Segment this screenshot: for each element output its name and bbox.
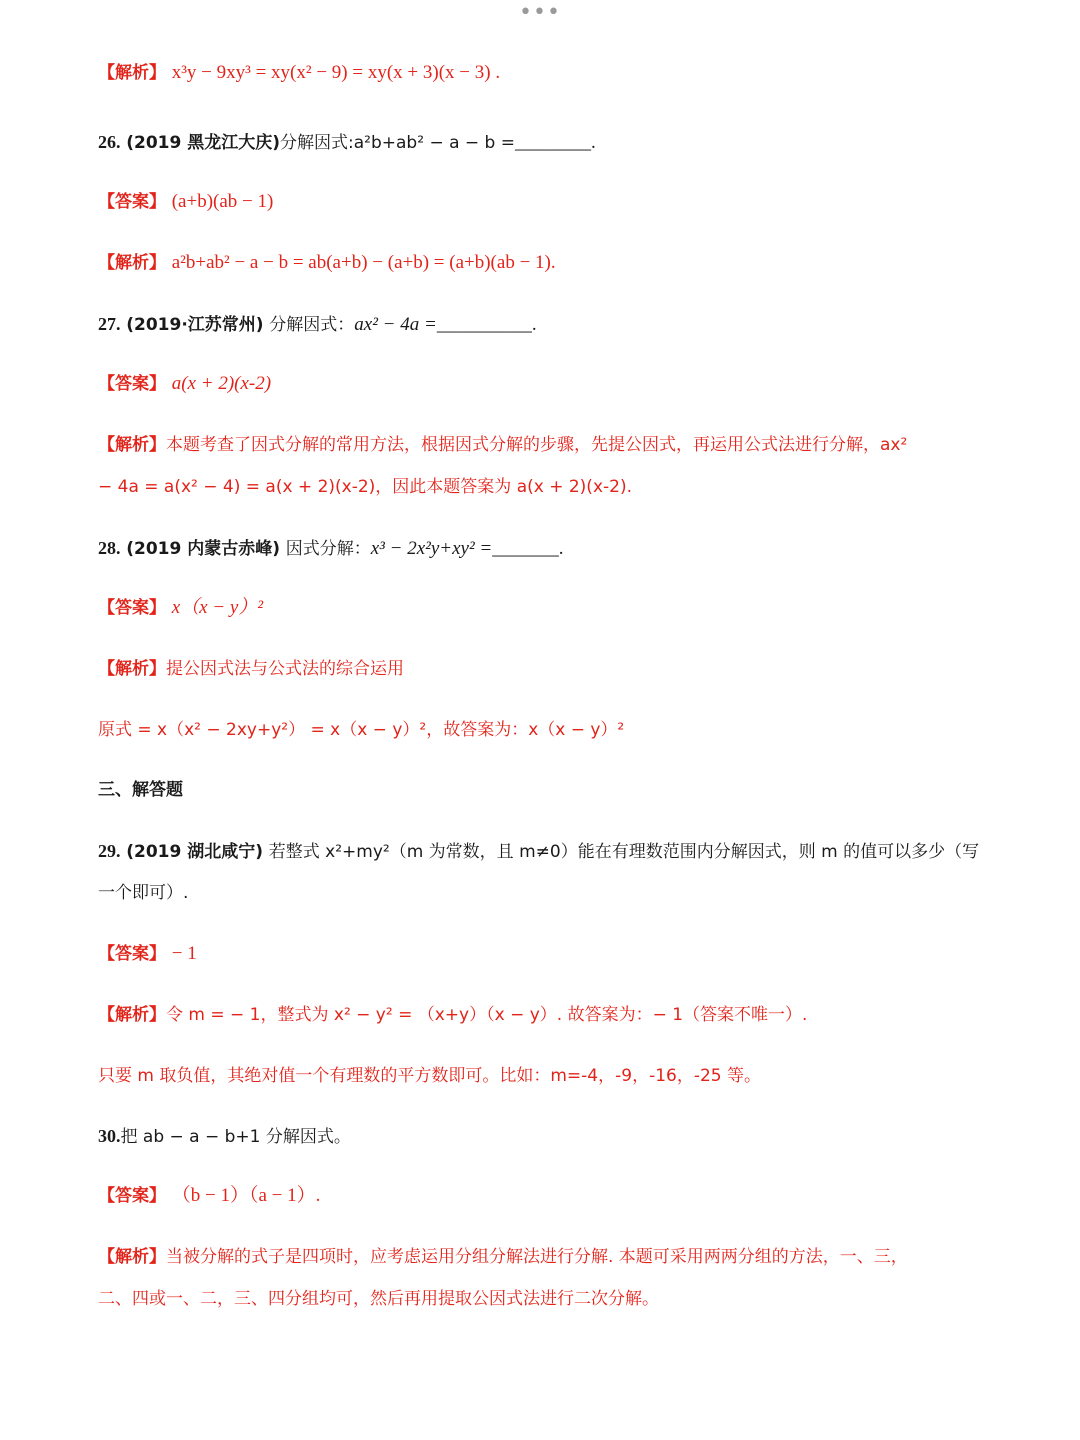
q30-analysis-text2: 二、四或一、二，三、四分组均可，然后再用提取公因式法进行二次分解。 (98, 1289, 659, 1309)
q26-analysis (98, 250, 988, 276)
q30-analysis-line2 (98, 1286, 988, 1312)
q29-analysis-text2: 只要 m 取负值，其绝对值一个有理数的平方数即可。比如：m=-4，-9，-16，-25 等。 (98, 1066, 762, 1086)
q30-stem (98, 1123, 988, 1150)
q28-analysis-title (98, 656, 988, 682)
answer-label: 【答案】 (98, 598, 166, 618)
q27-number: 27. (98, 314, 121, 334)
q29-analysis-line2 (98, 1063, 988, 1089)
q25-analysis (98, 60, 988, 86)
q26-number: 26. (98, 132, 121, 152)
q28-stem (98, 535, 988, 562)
q26-blank: ________ (515, 132, 591, 153)
q29-analysis-line1 (98, 1002, 988, 1028)
q29-source: (2019 湖北咸宁) (126, 842, 264, 862)
analysis-label: 【解析】 (98, 63, 166, 83)
analysis-label: 【解析】 (98, 1005, 166, 1025)
q30-stem-text: 把 ab − a − b+1 分解因式。 (120, 1127, 351, 1147)
q27-analysis-text1: 本题考查了因式分解的常用方法，根据因式分解的步骤，先提公因式，再运用公式法进行分解，ax² (166, 435, 908, 455)
q26-analysis-text: a²b+ab² − a − b = ab(a+b) − (a+b) = (a+b)(ab − 1). (171, 252, 556, 273)
answer-label: 【答案】 (98, 944, 166, 964)
q29-stem-text2: 一个即可）. (98, 883, 189, 903)
analysis-label: 【解析】 (98, 659, 166, 679)
q26-stem (98, 129, 988, 156)
q30-answer-text: （b − 1）（a − 1）. (171, 1185, 321, 1206)
answer-label: 【答案】 (98, 192, 166, 212)
q27-answer (98, 371, 988, 397)
q28-answer-text: x（x − y）² (171, 597, 264, 618)
q28-blank: _______ (492, 538, 559, 559)
q27-source: (2019·江苏常州) (126, 315, 264, 335)
q29-stem-line1 (98, 838, 988, 865)
q30-answer (98, 1183, 988, 1209)
q30-number: 30. (98, 1126, 121, 1146)
q29-answer-text: − 1 (171, 943, 197, 964)
q30-analysis-line1 (98, 1244, 988, 1270)
q25-analysis-expr: x³y − 9xy³ = xy(x² − 9) = xy(x + 3)(x − 3) . (171, 62, 501, 83)
answer-label: 【答案】 (98, 374, 166, 394)
q28-number: 28. (98, 538, 121, 558)
q26-end: . (591, 132, 596, 153)
analysis-label: 【解析】 (98, 253, 166, 273)
analysis-label: 【解析】 (98, 435, 166, 455)
q28-stem-expr: x³ − 2x²y+xy² = (370, 538, 493, 559)
answer-label: 【答案】 (98, 1186, 166, 1206)
q29-stem-text1: 若整式 x²+my²（m 为常数，且 m≠0）能在有理数范围内分解因式，则 m 的值可以多少（写 (268, 842, 980, 862)
q28-answer (98, 595, 988, 621)
section-heading (98, 777, 988, 803)
q28-analysis-text: 原式 = x（x² − 2xy+y²） = x（x − y）²，故答案为：x（x − y）² (98, 720, 625, 740)
q29-analysis-text1: 令 m = − 1，整式为 x² − y² = （x+y）（x − y）. 故答案为：− 1（答案不唯一）. (166, 1005, 808, 1025)
q27-end: . (531, 314, 537, 335)
q28-analysis-title-text: 提公因式法与公式法的综合运用 (166, 659, 404, 679)
q27-analysis-line1 (98, 432, 988, 458)
more-options-icon[interactable]: ••• (519, 0, 561, 25)
q28-stem-prefix: 因式分解： (285, 539, 371, 559)
q27-analysis-line2 (98, 474, 988, 500)
section3-heading: 三、解答题 (98, 780, 183, 800)
q26-answer-text: (a+b)(ab − 1) (171, 191, 274, 212)
q26-stem-text: 分解因式:a²b+ab² − a − b = (280, 133, 515, 153)
q30-analysis-text1: 当被分解的式子是四项时，应考虑运用分组分解法进行分解. 本题可采用两两分组的方法，一、三， (166, 1247, 908, 1267)
q27-blank: __________ (436, 314, 532, 335)
q27-stem-prefix: 分解因式： (269, 315, 355, 335)
q27-answer-text: a(x + 2)(x-2) (171, 373, 272, 394)
q28-analysis-line (98, 717, 988, 743)
analysis-label: 【解析】 (98, 1247, 166, 1267)
q29-answer (98, 941, 988, 967)
q29-number: 29. (98, 841, 121, 861)
q29-stem-line2 (98, 880, 988, 906)
q27-stem-expr: ax² − 4a = (354, 314, 437, 335)
q26-answer (98, 189, 988, 215)
q26-source: (2019 黑龙江大庆) (126, 133, 281, 153)
q28-end: . (558, 538, 564, 559)
q28-source: (2019 内蒙古赤峰) (126, 539, 281, 559)
q27-analysis-text2: − 4a = a(x² − 4) = a(x + 2)(x-2)，因此本题答案为 a(x + 2)(x-2). (98, 477, 632, 497)
q27-stem (98, 311, 988, 338)
